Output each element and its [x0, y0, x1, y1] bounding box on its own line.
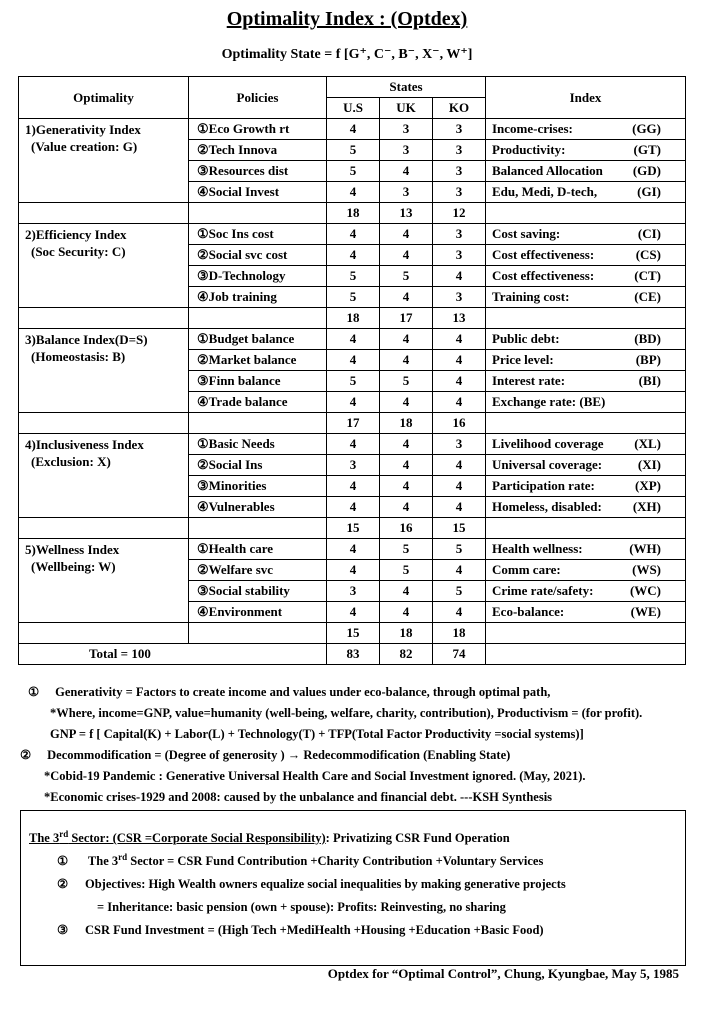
- third-sector-item-2b: = Inheritance: basic pension (own + spouse): Profits: Reinvesting, no sharing: [97, 900, 506, 914]
- notes: [20, 682, 708, 808]
- us-value: 5: [327, 161, 380, 182]
- policy-cell: ②Social Ins: [189, 455, 327, 476]
- index-cell: Eco-balance: (WE): [486, 602, 686, 623]
- subtotal-row: [19, 413, 686, 434]
- header-policies: Policies: [189, 77, 327, 119]
- policy-cell: ④Trade balance: [189, 392, 327, 413]
- us-value: 4: [327, 224, 380, 245]
- uk-total: 82: [380, 644, 433, 665]
- ko-value: 3: [433, 119, 486, 140]
- index-cell: Income-crises: (GG): [486, 119, 686, 140]
- uk-value: 5: [380, 266, 433, 287]
- table-row: [19, 539, 686, 560]
- section-name: 2)Efficiency Index (Soc Security: C): [19, 224, 189, 308]
- index-cell: Training cost: (CE): [486, 287, 686, 308]
- us-value: 4: [327, 434, 380, 455]
- ko-value: 3: [433, 434, 486, 455]
- ko-value: 4: [433, 266, 486, 287]
- us-total: 83: [327, 644, 380, 665]
- policy-cell: ①Soc Ins cost: [189, 224, 327, 245]
- note-2-number: ②: [20, 748, 32, 762]
- uk-value: 4: [380, 602, 433, 623]
- ko-value: 5: [433, 581, 486, 602]
- index-cell: Livelihood coverage (XL): [486, 434, 686, 455]
- uk-value: 4: [380, 434, 433, 455]
- subtotal-row: [19, 203, 686, 224]
- index-cell: Exchange rate: (BE): [486, 392, 686, 413]
- ko-value: 4: [433, 329, 486, 350]
- index-cell: Participation rate: (XP): [486, 476, 686, 497]
- uk-value: 4: [380, 497, 433, 518]
- third-sector-item-1: ① The 3rd Sector = CSR Fund Contribution +Charity Contribution +Voluntary Services: [57, 851, 544, 868]
- uk-subtotal: 18: [380, 623, 433, 644]
- ko-value: 3: [433, 224, 486, 245]
- uk-value: 4: [380, 287, 433, 308]
- ko-subtotal: 13: [433, 308, 486, 329]
- section-name: 3)Balance Index(D=S) (Homeostasis: B): [19, 329, 189, 413]
- policy-cell: ①Budget balance: [189, 329, 327, 350]
- uk-value: 4: [380, 581, 433, 602]
- index-cell: Comm care: (WS): [486, 560, 686, 581]
- us-value: 4: [327, 182, 380, 203]
- uk-value: 4: [380, 392, 433, 413]
- ko-value: 3: [433, 140, 486, 161]
- policy-cell: ①Basic Needs: [189, 434, 327, 455]
- subtotal-row: [19, 623, 686, 644]
- note-1-number: ①: [28, 685, 40, 699]
- uk-value: 4: [380, 350, 433, 371]
- policy-cell: ③Social stability: [189, 581, 327, 602]
- header-us: U.S: [327, 98, 380, 119]
- index-cell: Cost effectiveness: (CT): [486, 266, 686, 287]
- note-1: Generativity = Factors to create income and values under eco-balance, through optimal path,: [55, 685, 551, 699]
- table-row: [19, 329, 686, 350]
- us-value: 4: [327, 329, 380, 350]
- index-cell: Universal coverage: (XI): [486, 455, 686, 476]
- uk-subtotal: 18: [380, 413, 433, 434]
- uk-value: 4: [380, 476, 433, 497]
- uk-value: 5: [380, 560, 433, 581]
- policy-cell: ②Tech Innova: [189, 140, 327, 161]
- ko-total: 74: [433, 644, 486, 665]
- us-value: 5: [327, 287, 380, 308]
- section-name: 5)Wellness Index (Wellbeing: W): [19, 539, 189, 623]
- index-cell: Productivity: (GT): [486, 140, 686, 161]
- table-row: [19, 119, 686, 140]
- ko-value: 3: [433, 182, 486, 203]
- index-cell: Health wellness: (WH): [486, 539, 686, 560]
- ko-value: 5: [433, 539, 486, 560]
- policy-cell: ④Social Invest: [189, 182, 327, 203]
- ko-value: 3: [433, 287, 486, 308]
- header-index: Index: [486, 77, 686, 119]
- us-value: 3: [327, 455, 380, 476]
- ko-value: 3: [433, 161, 486, 182]
- us-value: 5: [327, 371, 380, 392]
- header-optimality: Optimality: [19, 77, 189, 119]
- ko-value: 4: [433, 602, 486, 623]
- policy-cell: ②Welfare svc: [189, 560, 327, 581]
- ko-subtotal: 16: [433, 413, 486, 434]
- note-2b: *Economic crises-1929 and 2008: caused by the unbalance and financial debt. ---KSH Synthesis: [44, 790, 553, 804]
- us-value: 4: [327, 350, 380, 371]
- us-subtotal: 18: [327, 203, 380, 224]
- us-subtotal: 15: [327, 623, 380, 644]
- page-title: Optimality Index : (Optdex): [226, 8, 468, 30]
- ko-value: 4: [433, 371, 486, 392]
- policy-cell: ④Environment: [189, 602, 327, 623]
- uk-value: 4: [380, 224, 433, 245]
- table-row: [19, 224, 686, 245]
- uk-value: 4: [380, 161, 433, 182]
- uk-value: 4: [380, 245, 433, 266]
- policy-cell: ①Health care: [189, 539, 327, 560]
- grand-total-row: [19, 644, 686, 665]
- policy-cell: ②Social svc cost: [189, 245, 327, 266]
- us-subtotal: 17: [327, 413, 380, 434]
- ko-value: 4: [433, 560, 486, 581]
- uk-value: 3: [380, 182, 433, 203]
- ko-value: 4: [433, 392, 486, 413]
- subtotal-row: [19, 518, 686, 539]
- us-subtotal: 15: [327, 518, 380, 539]
- policy-cell: ④Job training: [189, 287, 327, 308]
- note-1a: *Where, income=GNP, value=humanity (well-being, welfare, charity, contribution), Productivism = (for profit).: [50, 706, 643, 720]
- uk-value: 4: [380, 455, 433, 476]
- uk-value: 4: [380, 329, 433, 350]
- page-subtitle: Optimality State = f [G⁺, C⁻, B⁻, X⁻, W⁺]: [221, 47, 473, 62]
- index-cell: Cost saving: (CI): [486, 224, 686, 245]
- policy-cell: ①Eco Growth rt: [189, 119, 327, 140]
- us-value: 5: [327, 266, 380, 287]
- policy-cell: ②Market balance: [189, 350, 327, 371]
- ko-value: 3: [433, 245, 486, 266]
- section-name: 4)Inclusiveness Index (Exclusion: X): [19, 434, 189, 518]
- us-value: 4: [327, 539, 380, 560]
- ko-value: 4: [433, 350, 486, 371]
- policy-cell: ④Vulnerables: [189, 497, 327, 518]
- uk-subtotal: 13: [380, 203, 433, 224]
- uk-subtotal: 16: [380, 518, 433, 539]
- note-2a: *Cobid-19 Pandemic : Generative Universal Health Care and Social Investment ignored. (May, 2021).: [44, 769, 586, 783]
- policy-cell: ③Finn balance: [189, 371, 327, 392]
- note-2: Decommodification = (Degree of generosity ) → Redecommodification (Enabling State): [47, 748, 511, 762]
- optimality-table: [18, 76, 686, 665]
- table-row: [19, 434, 686, 455]
- header-ko: KO: [433, 98, 486, 119]
- ko-value: 4: [433, 497, 486, 518]
- header-states: States: [327, 77, 486, 98]
- us-value: 5: [327, 140, 380, 161]
- ko-value: 4: [433, 455, 486, 476]
- index-cell: Public debt: (BD): [486, 329, 686, 350]
- section-name: 1)Generativity Index (Value creation: G): [19, 119, 189, 203]
- ko-subtotal: 12: [433, 203, 486, 224]
- footer-citation: Optdex for “Optimal Control”, Chung, Kyungbae, May 5, 1985: [327, 966, 679, 981]
- third-sector-heading: The 3rd Sector: (CSR =Corporate Social Responsibility): Privatizing CSR Fund Operation: [29, 828, 510, 845]
- index-cell: Price level: (BP): [486, 350, 686, 371]
- ko-subtotal: 18: [433, 623, 486, 644]
- third-sector-item-2: ② Objectives: High Wealth owners equalize social inequalities by making generative projects: [57, 877, 566, 891]
- us-value: 4: [327, 602, 380, 623]
- uk-value: 5: [380, 539, 433, 560]
- uk-value: 3: [380, 119, 433, 140]
- policy-cell: ③Minorities: [189, 476, 327, 497]
- index-cell: Cost effectiveness: (CS): [486, 245, 686, 266]
- third-sector-box: [20, 810, 686, 966]
- us-value: 3: [327, 581, 380, 602]
- subtotal-row: [19, 308, 686, 329]
- uk-value: 3: [380, 140, 433, 161]
- ko-value: 4: [433, 476, 486, 497]
- policy-cell: ③Resources dist: [189, 161, 327, 182]
- us-value: 4: [327, 560, 380, 581]
- uk-value: 5: [380, 371, 433, 392]
- index-cell: Balanced Allocation (GD): [486, 161, 686, 182]
- us-value: 4: [327, 392, 380, 413]
- grand-total-label: Total = 100: [19, 644, 327, 665]
- uk-subtotal: 17: [380, 308, 433, 329]
- us-subtotal: 18: [327, 308, 380, 329]
- us-value: 4: [327, 497, 380, 518]
- header-uk: UK: [380, 98, 433, 119]
- index-cell: Edu, Medi, D-tech, (GI): [486, 182, 686, 203]
- us-value: 4: [327, 476, 380, 497]
- note-1b: GNP = f [ Capital(K) + Labor(L) + Technology(T) + TFP(Total Factor Productivity =social systems)]: [50, 727, 584, 741]
- index-cell: Crime rate/safety: (WC): [486, 581, 686, 602]
- policy-cell: ③D-Technology: [189, 266, 327, 287]
- third-sector-item-3: ③ CSR Fund Investment = (High Tech +MediHealth +Housing +Education +Basic Food): [57, 923, 544, 937]
- ko-subtotal: 15: [433, 518, 486, 539]
- us-value: 4: [327, 245, 380, 266]
- index-cell: Homeless, disabled: (XH): [486, 497, 686, 518]
- us-value: 4: [327, 119, 380, 140]
- index-cell: Interest rate: (BI): [486, 371, 686, 392]
